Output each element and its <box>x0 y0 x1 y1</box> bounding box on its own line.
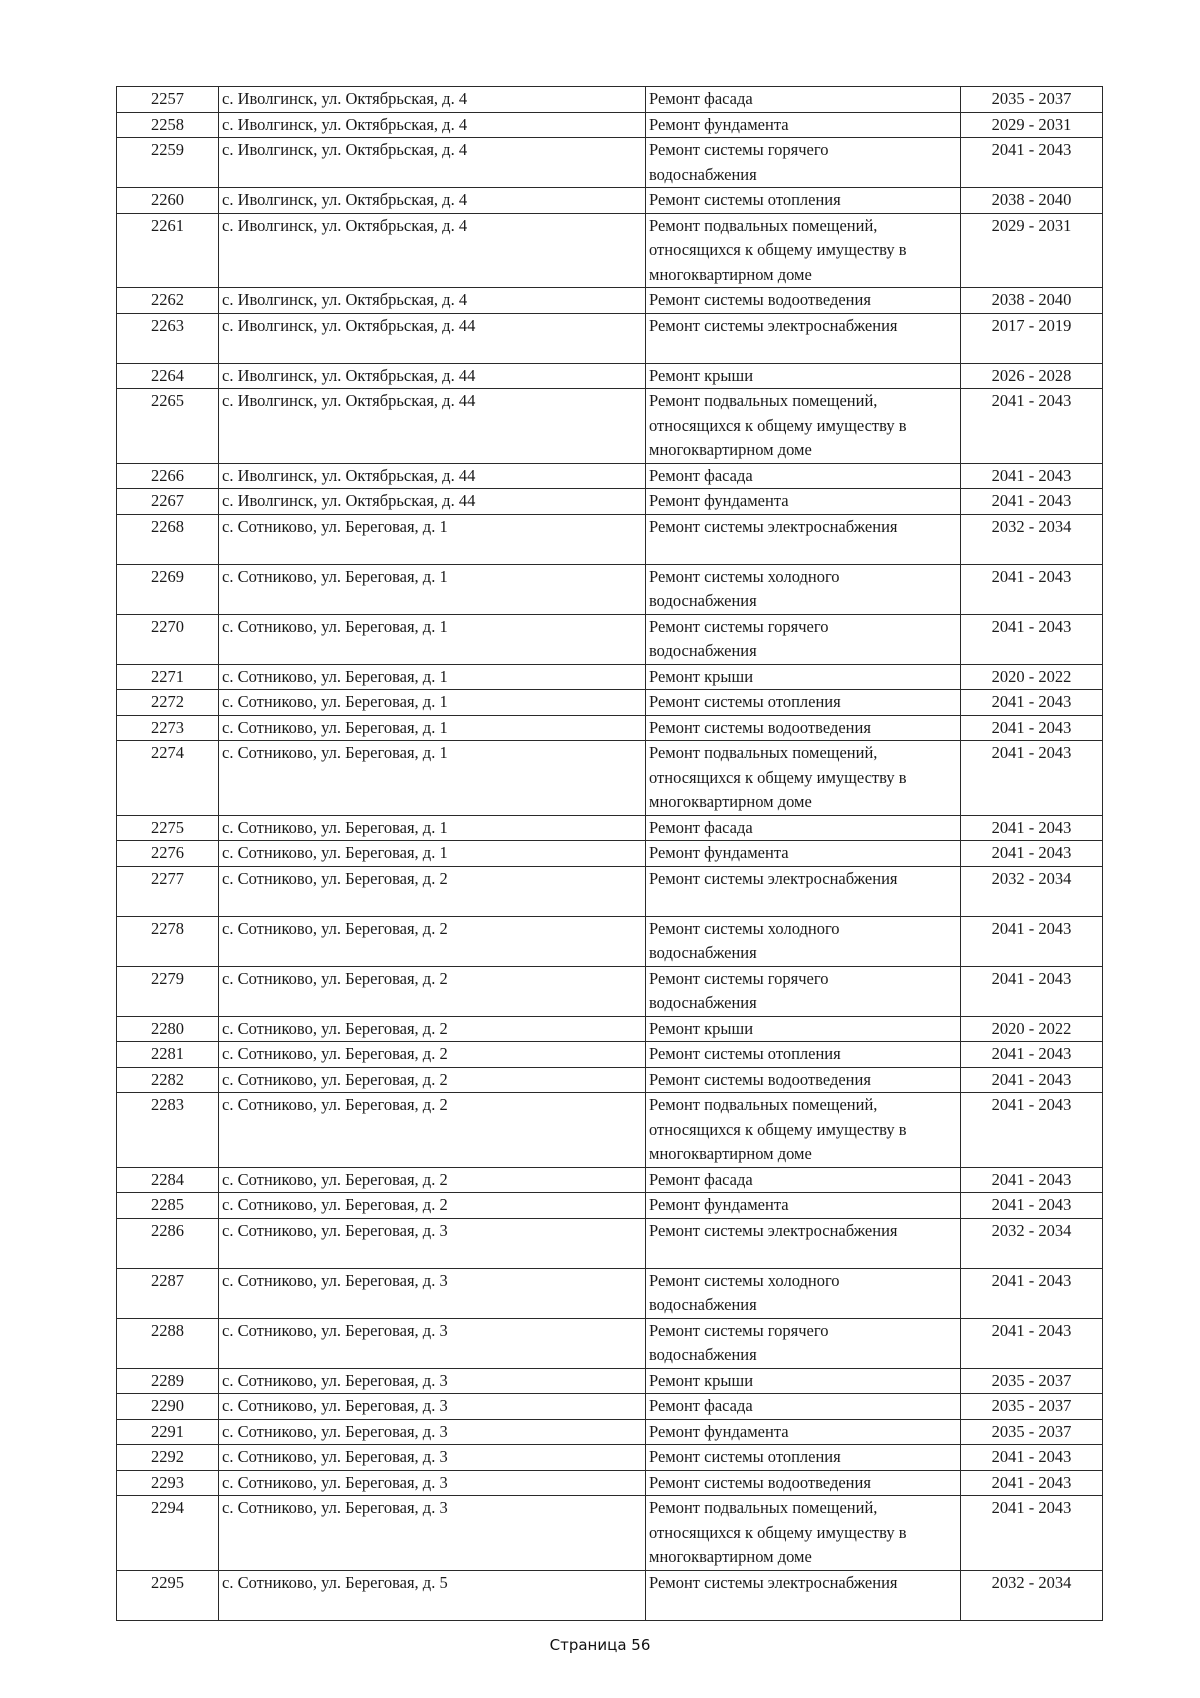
work-type-cell: Ремонт фасада <box>646 1167 961 1193</box>
period-cell: 2041 - 2043 <box>961 1496 1103 1571</box>
work-type-cell: Ремонт фасада <box>646 87 961 113</box>
table-body <box>117 87 1103 1621</box>
work-type-cell: Ремонт крыши <box>646 363 961 389</box>
address-cell: с. Сотниково, ул. Береговая, д. 1 <box>219 841 646 867</box>
period-cell: 2032 - 2034 <box>961 866 1103 916</box>
address-cell: с. Иволгинск, ул. Октябрьская, д. 44 <box>219 363 646 389</box>
row-number-cell: 2261 <box>117 213 219 288</box>
work-type-cell: Ремонт фундамента <box>646 841 961 867</box>
table-row <box>117 966 1103 1016</box>
row-number-cell: 2268 <box>117 514 219 564</box>
work-type-cell: Ремонт системы горячего водоснабжения <box>646 614 961 664</box>
address-cell: с. Иволгинск, ул. Октябрьская, д. 4 <box>219 213 646 288</box>
period-cell: 2035 - 2037 <box>961 87 1103 113</box>
table-row <box>117 1445 1103 1471</box>
address-cell: с. Иволгинск, ул. Октябрьская, д. 4 <box>219 138 646 188</box>
period-cell: 2026 - 2028 <box>961 363 1103 389</box>
period-cell: 2041 - 2043 <box>961 1067 1103 1093</box>
work-type-cell: Ремонт системы электроснабжения <box>646 514 961 564</box>
work-type-cell: Ремонт крыши <box>646 1016 961 1042</box>
address-cell: с. Сотниково, ул. Береговая, д. 3 <box>219 1496 646 1571</box>
work-type-cell: Ремонт системы горячего водоснабжения <box>646 138 961 188</box>
table-row <box>117 916 1103 966</box>
work-type-cell: Ремонт системы отопления <box>646 1042 961 1068</box>
work-type-cell: Ремонт системы электроснабжения <box>646 313 961 363</box>
work-type-cell: Ремонт подвальных помещений, относящихся к общему имуществу в многоквартирном доме <box>646 1496 961 1571</box>
period-cell: 2041 - 2043 <box>961 916 1103 966</box>
row-number-cell: 2276 <box>117 841 219 867</box>
period-cell: 2029 - 2031 <box>961 213 1103 288</box>
row-number-cell: 2295 <box>117 1570 219 1620</box>
address-cell: с. Сотниково, ул. Береговая, д. 1 <box>219 715 646 741</box>
address-cell: с. Сотниково, ул. Береговая, д. 1 <box>219 664 646 690</box>
address-cell: с. Сотниково, ул. Береговая, д. 2 <box>219 1067 646 1093</box>
address-cell: с. Сотниково, ул. Береговая, д. 2 <box>219 1042 646 1068</box>
work-type-cell: Ремонт системы электроснабжения <box>646 866 961 916</box>
work-type-cell: Ремонт системы электроснабжения <box>646 1570 961 1620</box>
period-cell: 2041 - 2043 <box>961 1167 1103 1193</box>
row-number-cell: 2286 <box>117 1218 219 1268</box>
period-cell: 2041 - 2043 <box>961 1193 1103 1219</box>
address-cell: с. Сотниково, ул. Береговая, д. 1 <box>219 514 646 564</box>
address-cell: с. Сотниково, ул. Береговая, д. 1 <box>219 815 646 841</box>
work-type-cell: Ремонт подвальных помещений, относящихся к общему имуществу в многоквартирном доме <box>646 741 961 816</box>
address-cell: с. Сотниково, ул. Береговая, д. 3 <box>219 1419 646 1445</box>
table-row <box>117 614 1103 664</box>
work-type-cell: Ремонт подвальных помещений, относящихся к общему имуществу в многоквартирном доме <box>646 1093 961 1168</box>
table-row <box>117 1042 1103 1068</box>
row-number-cell: 2284 <box>117 1167 219 1193</box>
period-cell: 2041 - 2043 <box>961 1268 1103 1318</box>
table-row <box>117 363 1103 389</box>
row-number-cell: 2267 <box>117 489 219 515</box>
period-cell: 2041 - 2043 <box>961 614 1103 664</box>
period-cell: 2041 - 2043 <box>961 690 1103 716</box>
period-cell: 2041 - 2043 <box>961 463 1103 489</box>
table-row <box>117 138 1103 188</box>
row-number-cell: 2259 <box>117 138 219 188</box>
address-cell: с. Сотниково, ул. Береговая, д. 3 <box>219 1445 646 1471</box>
address-cell: с. Сотниково, ул. Береговая, д. 3 <box>219 1218 646 1268</box>
table-row <box>117 1016 1103 1042</box>
address-cell: с. Сотниково, ул. Береговая, д. 2 <box>219 966 646 1016</box>
period-cell: 2041 - 2043 <box>961 138 1103 188</box>
table-row <box>117 1570 1103 1620</box>
work-type-cell: Ремонт фасада <box>646 463 961 489</box>
row-number-cell: 2274 <box>117 741 219 816</box>
address-cell: с. Сотниково, ул. Береговая, д. 3 <box>219 1368 646 1394</box>
table-row <box>117 1093 1103 1168</box>
work-type-cell: Ремонт фундамента <box>646 112 961 138</box>
work-type-cell: Ремонт системы отопления <box>646 188 961 214</box>
row-number-cell: 2277 <box>117 866 219 916</box>
address-cell: с. Сотниково, ул. Береговая, д. 1 <box>219 614 646 664</box>
row-number-cell: 2291 <box>117 1419 219 1445</box>
address-cell: с. Сотниково, ул. Береговая, д. 1 <box>219 564 646 614</box>
period-cell: 2041 - 2043 <box>961 564 1103 614</box>
table-row <box>117 564 1103 614</box>
address-cell: с. Сотниково, ул. Береговая, д. 2 <box>219 866 646 916</box>
row-number-cell: 2278 <box>117 916 219 966</box>
work-type-cell: Ремонт системы водоотведения <box>646 1067 961 1093</box>
row-number-cell: 2285 <box>117 1193 219 1219</box>
table-row <box>117 87 1103 113</box>
table-row <box>117 112 1103 138</box>
table-row <box>117 1218 1103 1268</box>
row-number-cell: 2294 <box>117 1496 219 1571</box>
address-cell: с. Сотниково, ул. Береговая, д. 2 <box>219 1016 646 1042</box>
row-number-cell: 2290 <box>117 1394 219 1420</box>
table-row <box>117 188 1103 214</box>
period-cell: 2041 - 2043 <box>961 1093 1103 1168</box>
period-cell: 2041 - 2043 <box>961 715 1103 741</box>
work-type-cell: Ремонт фундамента <box>646 1193 961 1219</box>
table-row <box>117 1368 1103 1394</box>
work-type-cell: Ремонт подвальных помещений, относящихся к общему имуществу в многоквартирном доме <box>646 213 961 288</box>
period-cell: 2041 - 2043 <box>961 966 1103 1016</box>
row-number-cell: 2263 <box>117 313 219 363</box>
row-number-cell: 2270 <box>117 614 219 664</box>
row-number-cell: 2281 <box>117 1042 219 1068</box>
period-cell: 2038 - 2040 <box>961 188 1103 214</box>
page-number: Страница 56 <box>549 1636 651 1654</box>
row-number-cell: 2271 <box>117 664 219 690</box>
table-row <box>117 690 1103 716</box>
table-row <box>117 815 1103 841</box>
period-cell: 2029 - 2031 <box>961 112 1103 138</box>
work-type-cell: Ремонт системы водоотведения <box>646 288 961 314</box>
table-row <box>117 514 1103 564</box>
work-type-cell: Ремонт системы холодного водоснабжения <box>646 1268 961 1318</box>
repair-schedule-table <box>116 86 1103 1621</box>
address-cell: с. Сотниково, ул. Береговая, д. 3 <box>219 1318 646 1368</box>
row-number-cell: 2260 <box>117 188 219 214</box>
work-type-cell: Ремонт фасада <box>646 815 961 841</box>
row-number-cell: 2264 <box>117 363 219 389</box>
row-number-cell: 2283 <box>117 1093 219 1168</box>
work-type-cell: Ремонт системы водоотведения <box>646 715 961 741</box>
row-number-cell: 2262 <box>117 288 219 314</box>
table-row <box>117 866 1103 916</box>
period-cell: 2041 - 2043 <box>961 815 1103 841</box>
address-cell: с. Иволгинск, ул. Октябрьская, д. 44 <box>219 389 646 464</box>
period-cell: 2020 - 2022 <box>961 664 1103 690</box>
row-number-cell: 2266 <box>117 463 219 489</box>
period-cell: 2038 - 2040 <box>961 288 1103 314</box>
table-row <box>117 463 1103 489</box>
row-number-cell: 2287 <box>117 1268 219 1318</box>
row-number-cell: 2289 <box>117 1368 219 1394</box>
table-row <box>117 1318 1103 1368</box>
period-cell: 2041 - 2043 <box>961 841 1103 867</box>
address-cell: с. Иволгинск, ул. Октябрьская, д. 44 <box>219 489 646 515</box>
row-number-cell: 2265 <box>117 389 219 464</box>
table-row <box>117 1496 1103 1571</box>
row-number-cell: 2258 <box>117 112 219 138</box>
period-cell: 2020 - 2022 <box>961 1016 1103 1042</box>
table-row <box>117 489 1103 515</box>
work-type-cell: Ремонт фундамента <box>646 1419 961 1445</box>
work-type-cell: Ремонт крыши <box>646 664 961 690</box>
period-cell: 2041 - 2043 <box>961 1042 1103 1068</box>
table-row <box>117 288 1103 314</box>
row-number-cell: 2273 <box>117 715 219 741</box>
address-cell: с. Иволгинск, ул. Октябрьская, д. 4 <box>219 87 646 113</box>
table-row <box>117 1394 1103 1420</box>
table-row <box>117 213 1103 288</box>
row-number-cell: 2292 <box>117 1445 219 1471</box>
row-number-cell: 2293 <box>117 1470 219 1496</box>
work-type-cell: Ремонт крыши <box>646 1368 961 1394</box>
work-type-cell: Ремонт системы отопления <box>646 1445 961 1471</box>
table-row <box>117 1268 1103 1318</box>
address-cell: с. Сотниково, ул. Береговая, д. 1 <box>219 690 646 716</box>
row-number-cell: 2272 <box>117 690 219 716</box>
address-cell: с. Сотниково, ул. Береговая, д. 2 <box>219 1093 646 1168</box>
period-cell: 2041 - 2043 <box>961 389 1103 464</box>
table-row <box>117 389 1103 464</box>
table-row <box>117 841 1103 867</box>
table-row <box>117 1419 1103 1445</box>
work-type-cell: Ремонт системы отопления <box>646 690 961 716</box>
address-cell: с. Сотниково, ул. Береговая, д. 2 <box>219 1167 646 1193</box>
work-type-cell: Ремонт системы горячего водоснабжения <box>646 966 961 1016</box>
row-number-cell: 2257 <box>117 87 219 113</box>
period-cell: 2035 - 2037 <box>961 1368 1103 1394</box>
work-type-cell: Ремонт фундамента <box>646 489 961 515</box>
work-type-cell: Ремонт системы холодного водоснабжения <box>646 564 961 614</box>
row-number-cell: 2288 <box>117 1318 219 1368</box>
address-cell: с. Сотниково, ул. Береговая, д. 5 <box>219 1570 646 1620</box>
period-cell: 2041 - 2043 <box>961 1318 1103 1368</box>
period-cell: 2032 - 2034 <box>961 1570 1103 1620</box>
row-number-cell: 2282 <box>117 1067 219 1093</box>
work-type-cell: Ремонт фасада <box>646 1394 961 1420</box>
address-cell: с. Сотниково, ул. Береговая, д. 3 <box>219 1470 646 1496</box>
table-row <box>117 1067 1103 1093</box>
period-cell: 2032 - 2034 <box>961 514 1103 564</box>
table-row <box>117 664 1103 690</box>
address-cell: с. Иволгинск, ул. Октябрьская, д. 4 <box>219 188 646 214</box>
address-cell: с. Иволгинск, ул. Октябрьская, д. 4 <box>219 112 646 138</box>
address-cell: с. Иволгинск, ул. Октябрьская, д. 4 <box>219 288 646 314</box>
period-cell: 2035 - 2037 <box>961 1419 1103 1445</box>
address-cell: с. Сотниково, ул. Береговая, д. 2 <box>219 916 646 966</box>
address-cell: с. Сотниково, ул. Береговая, д. 3 <box>219 1268 646 1318</box>
period-cell: 2041 - 2043 <box>961 741 1103 816</box>
period-cell: 2032 - 2034 <box>961 1218 1103 1268</box>
address-cell: с. Сотниково, ул. Береговая, д. 3 <box>219 1394 646 1420</box>
work-type-cell: Ремонт системы горячего водоснабжения <box>646 1318 961 1368</box>
period-cell: 2041 - 2043 <box>961 489 1103 515</box>
period-cell: 2035 - 2037 <box>961 1394 1103 1420</box>
period-cell: 2041 - 2043 <box>961 1445 1103 1471</box>
address-cell: с. Иволгинск, ул. Октябрьская, д. 44 <box>219 313 646 363</box>
table-row <box>117 715 1103 741</box>
period-cell: 2041 - 2043 <box>961 1470 1103 1496</box>
work-type-cell: Ремонт системы холодного водоснабжения <box>646 916 961 966</box>
work-type-cell: Ремонт системы водоотведения <box>646 1470 961 1496</box>
period-cell: 2017 - 2019 <box>961 313 1103 363</box>
address-cell: с. Сотниково, ул. Береговая, д. 2 <box>219 1193 646 1219</box>
work-type-cell: Ремонт подвальных помещений, относящихся к общему имуществу в многоквартирном доме <box>646 389 961 464</box>
row-number-cell: 2279 <box>117 966 219 1016</box>
table-row <box>117 741 1103 816</box>
table-row <box>117 313 1103 363</box>
table-row <box>117 1470 1103 1496</box>
row-number-cell: 2275 <box>117 815 219 841</box>
table-row <box>117 1193 1103 1219</box>
address-cell: с. Сотниково, ул. Береговая, д. 1 <box>219 741 646 816</box>
work-type-cell: Ремонт системы электроснабжения <box>646 1218 961 1268</box>
row-number-cell: 2280 <box>117 1016 219 1042</box>
table-row <box>117 1167 1103 1193</box>
address-cell: с. Иволгинск, ул. Октябрьская, д. 44 <box>219 463 646 489</box>
row-number-cell: 2269 <box>117 564 219 614</box>
